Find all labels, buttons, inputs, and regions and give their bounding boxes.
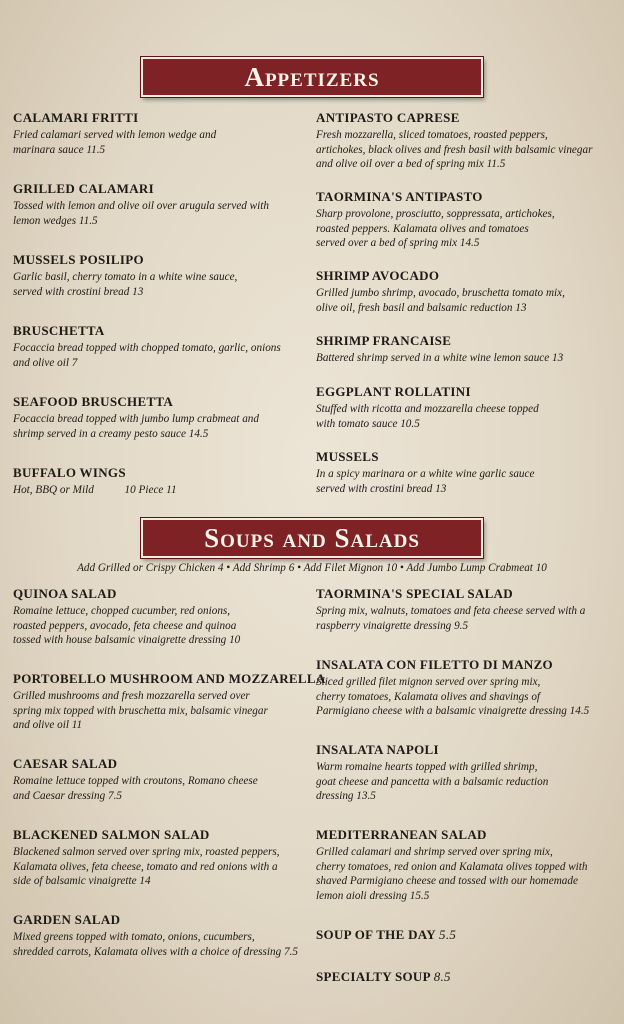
item-description: Warm romaine hearts topped with grilled shrimp, goat cheese and pancetta with a balsamic reduction dressing 13.5 [316,761,549,802]
menu-item [316,827,616,903]
menu-item [13,323,313,370]
item-description: Blackened salmon served over spring mix, roasted peppers, Kalamata olives, feta cheese, tomato and red onions with a side of balsamic vinaigrette 14 [13,846,280,887]
menu-item [13,181,313,228]
item-name: GARDEN SALAD [13,912,121,927]
menu-item [13,756,313,803]
menu-item [13,586,313,648]
item-name: INSALATA CON FILETTO DI MANZO [316,657,553,672]
item-name: CALAMARI FRITTI [13,110,139,125]
item-description: Grilled mushrooms and fresh mozzarella served over spring mix topped with bruschetta mix, balsamic vinegar and olive oil 11 [13,690,268,731]
item-name: SHRIMP AVOCADO [316,268,440,283]
item-name: MUSSELS POSILIPO [13,252,144,267]
menu-item [316,969,616,987]
salads-left-column [13,586,326,1006]
item-description: Garlic basil, cherry tomato in a white wine sauce, served with crostini bread 13 [13,271,238,298]
section-title: Appetizers [244,61,380,92]
item-description: Fried calamari served with lemon wedge and marinara sauce 11.5 [13,129,217,156]
item-description: Hot, BBQ or Mild 10 Piece 11 [13,484,177,496]
addons-line: Add Grilled or Crispy Chicken 4 • Add Shrimp 6 • Add Filet Mignon 10 • Add Jumbo Lump Crabmeat 10 [77,562,547,574]
item-description: Grilled calamari and shrimp served over spring mix, cherry tomatoes, red onion and Kalamata olives topped with shaved Parmigiano cheese and tossed with our homemade lemon aioli dressing 15.5 [316,846,588,902]
item-description: Spring mix, walnuts, tomatoes and feta cheese served with a raspberry vinaigrette dressing 9.5 [316,605,586,632]
section-title: Soups and Salads [204,522,420,553]
item-name: PORTOBELLO MUSHROOM AND MOZZARELLA [13,671,326,686]
item-description: Romaine lettuce, chopped cucumber, red onions, roasted peppers, avocado, feta cheese and quinoa tossed with house balsamic vinaigrette dressing 10 [13,605,241,646]
item-description: In a spicy marinara or a white wine garlic sauce served with crostini bread 13 [316,468,535,495]
item-description: Sliced grilled filet mignon served over spring mix, cherry tomatoes, Kalamata olives and shavings of Parmigiano cheese with a balsamic vinaigrette dressing 14.5 [316,676,590,717]
item-description: Focaccia bread topped with chopped tomato, garlic, onions and olive oil 7 [13,342,281,369]
item-name: TAORMINA'S ANTIPASTO [316,189,483,204]
item-name: MUSSELS [316,449,379,464]
item-description: Romaine lettuce topped with croutons, Romano cheese and Caesar dressing 7.5 [13,775,258,802]
item-name: INSALATA NAPOLI [316,742,439,757]
item-name: GRILLED CALAMARI [13,181,154,196]
item-name: BUFFALO WINGS [13,465,126,480]
item-name: CAESAR SALAD [13,756,118,771]
menu-item [13,827,313,889]
menu-item [13,671,326,733]
menu-item [316,333,616,366]
menu-item [316,268,616,315]
item-name: MEDITERRANEAN SALAD [316,827,487,842]
appetizers-left-column [13,110,313,510]
item-price: 8.5 [433,969,451,984]
menu-item [316,449,616,496]
item-description: Mixed greens topped with tomato, onions, cucumbers, shredded carrots, Kalamata olives with a choice of dressing 7.5 [13,931,298,958]
item-name: ANTIPASTO CAPRESE [316,110,460,125]
item-description: Fresh mozzarella, sliced tomatoes, roasted peppers, artichokes, black olives and fresh basil with balsamic vinegar and olive oil over a bed of spring mix 11.5 [316,129,593,170]
soups-salads-banner [141,518,483,558]
menu-item [316,657,616,719]
item-name: QUINOA SALAD [13,586,117,601]
item-name: TAORMINA'S SPECIAL SALAD [316,586,513,601]
menu-item [13,912,313,959]
item-name: SEAFOOD BRUSCHETTA [13,394,174,409]
menu-item [13,252,313,299]
item-description: Focaccia bread topped with jumbo lump crabmeat and shrimp served in a creamy pesto sauce 14.5 [13,413,259,440]
menu-item [316,586,616,633]
menu-item [13,465,313,498]
appetizers-right-column [316,110,616,510]
menu-item [13,394,313,441]
salads-right-column [316,586,616,1006]
item-description: Sharp provolone, prosciutto, soppressata, artichokes, roasted peppers. Kalamata olives and tomatoes served over a bed of spring mix 14.5 [316,208,555,249]
item-name: EGGPLANT ROLLATINI [316,384,471,399]
item-name: SHRIMP FRANCAISE [316,333,452,348]
menu-item [316,189,616,251]
item-description: Tossed with lemon and olive oil over arugula served with lemon wedges 11.5 [13,200,269,227]
item-description: Battered shrimp served in a white wine lemon sauce 13 [316,352,564,364]
item-name: SPECIALTY SOUP 8.5 [316,969,451,984]
appetizers-banner [141,57,483,97]
item-description: Stuffed with ricotta and mozzarella cheese topped with tomato sauce 10.5 [316,403,539,430]
menu-item [316,742,616,804]
item-name: BLACKENED SALMON SALAD [13,827,210,842]
item-price: 5.5 [439,927,457,942]
item-name: SOUP OF THE DAY 5.5 [316,927,457,942]
menu-item [316,384,616,431]
item-name: BRUSCHETTA [13,323,105,338]
menu-item [13,110,313,157]
item-description: Grilled jumbo shrimp, avocado, bruschetta tomato mix, olive oil, fresh basil and balsamic reduction 13 [316,287,565,314]
menu-item [316,110,616,172]
menu-item [316,927,616,945]
